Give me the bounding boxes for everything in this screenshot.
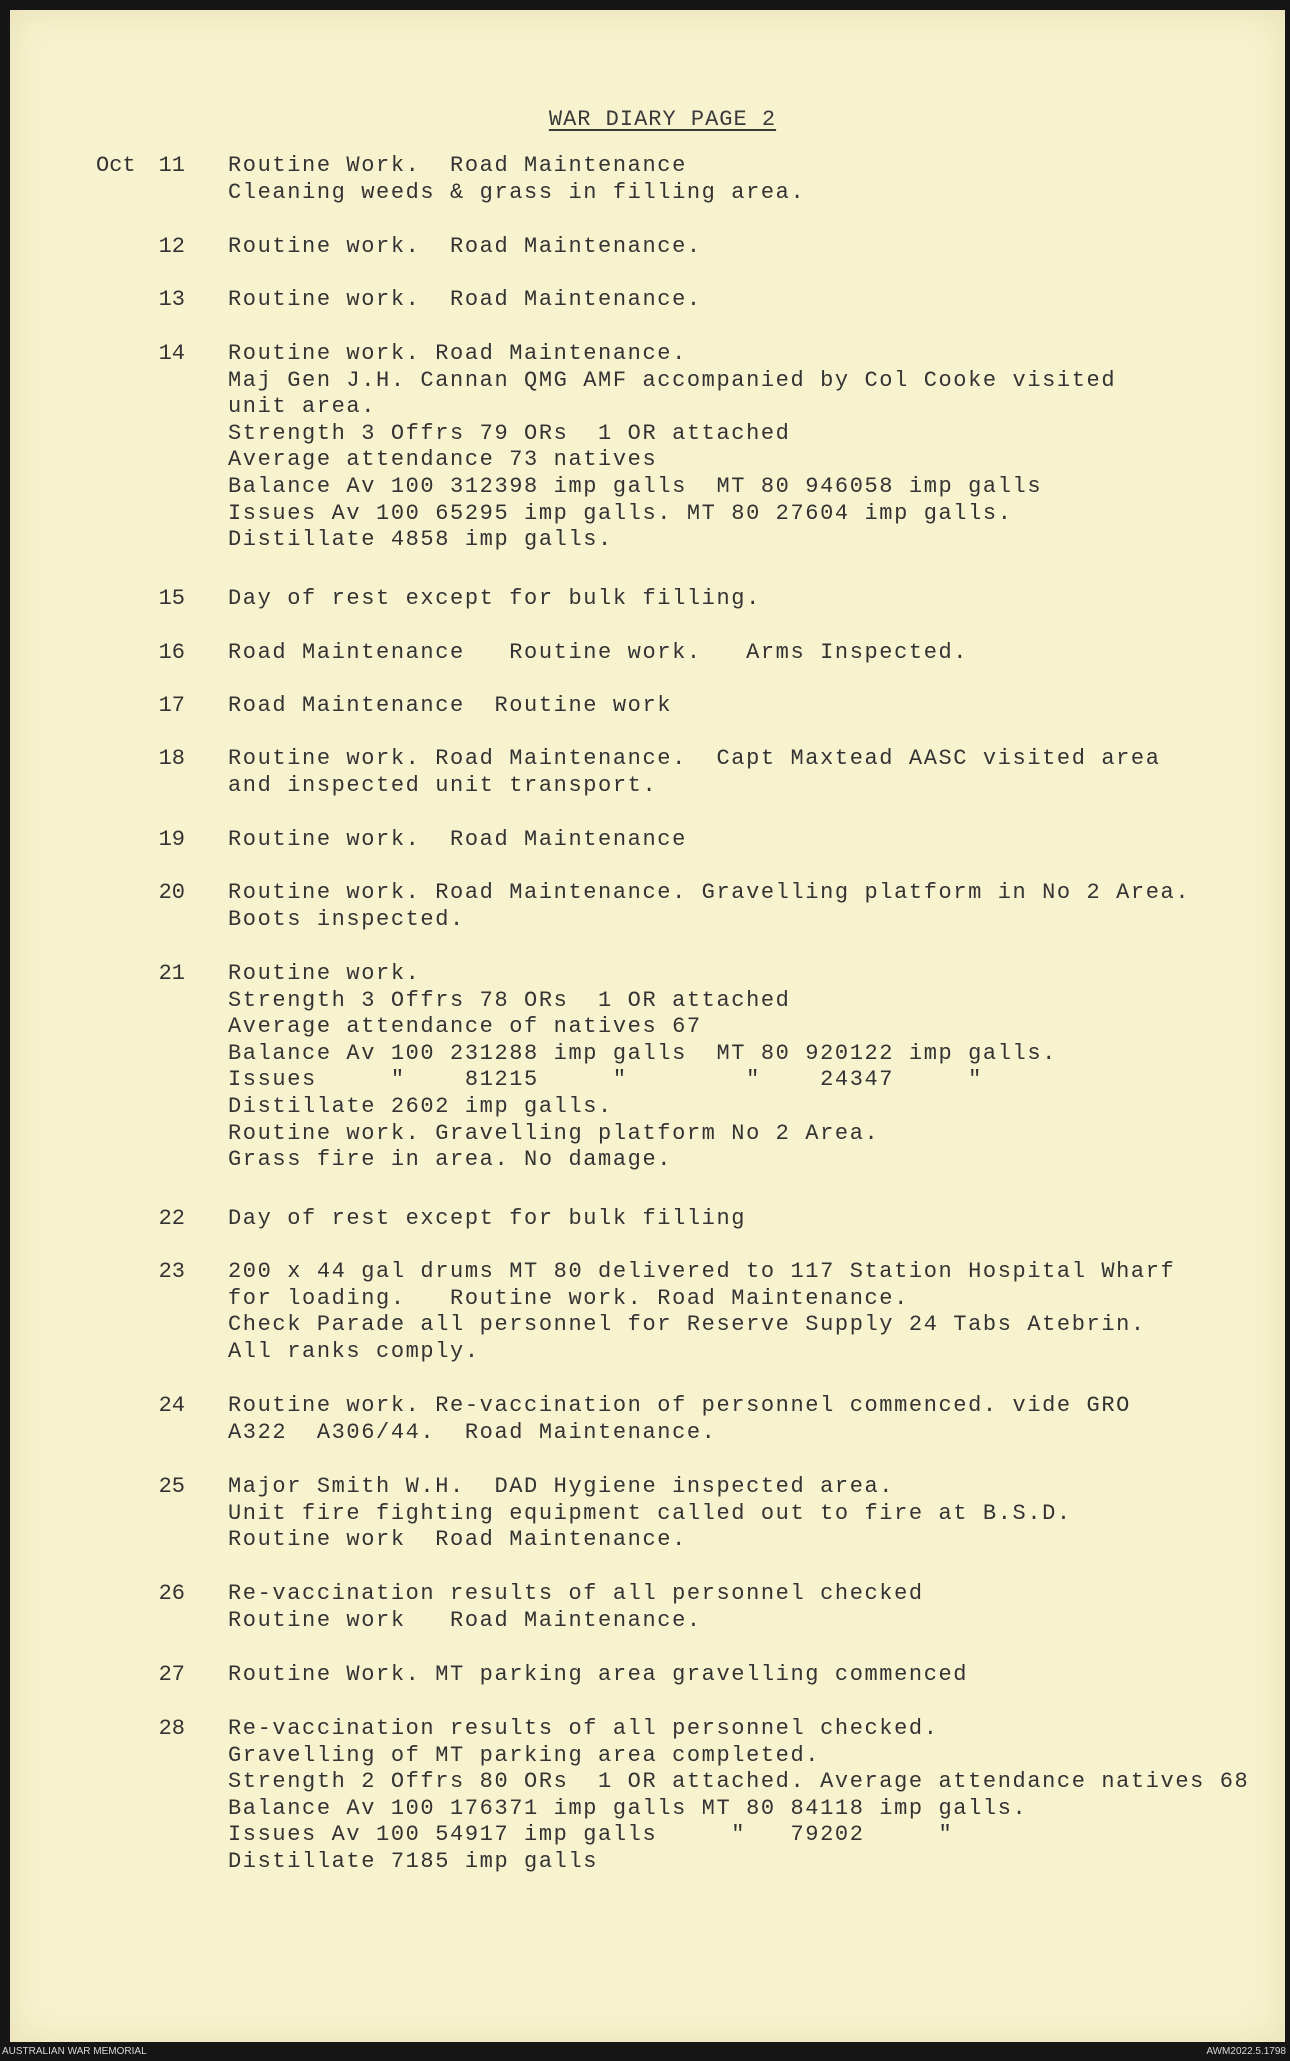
entry-day: 27 <box>158 1662 185 1687</box>
document-page <box>10 10 1285 2042</box>
entry-text <box>228 746 1268 799</box>
entry-text <box>228 287 1268 314</box>
entry-line: Routine Work. MT parking area gravelling commenced <box>228 1662 969 1687</box>
entry-line: for loading. Routine work. Road Maintenance. <box>228 1285 909 1311</box>
entry-day: 24 <box>158 1393 185 1418</box>
entry-day: 21 <box>158 961 185 986</box>
entry-text <box>228 1474 1268 1554</box>
entry-text <box>228 880 1268 933</box>
footer-reference: AWM2022.5.1798 <box>1206 2046 1286 2057</box>
entry-line: Distillate 7185 imp galls <box>228 1848 599 1874</box>
entry-line: unit area. <box>228 394 377 420</box>
entry-line: Balance Av 100 176371 imp galls MT 80 84118 imp galls. <box>228 1795 1028 1821</box>
entry-line: Road Maintenance Routine work. Arms Inspected. <box>228 640 969 665</box>
entry-day: 23 <box>158 1259 185 1284</box>
entry-line: Issues Av 100 54917 imp galls " 79202 " <box>228 1822 954 1848</box>
entry-line: Day of rest except for bulk filling <box>228 1206 747 1231</box>
entry-line: Average attendance 73 natives <box>228 447 658 473</box>
entry-day: 25 <box>158 1474 185 1499</box>
entry-line: and inspected unit transport. <box>228 772 658 798</box>
entry-line: Day of rest except for bulk filling. <box>228 586 761 611</box>
entry-line: Maj Gen J.H. Cannan QMG AMF accompanied by Col Cooke visited <box>228 367 1117 393</box>
entry-text <box>228 1206 1268 1233</box>
entry-day: 19 <box>158 827 185 852</box>
entry-text <box>228 586 1268 613</box>
entry-line: Balance Av 100 231288 imp galls MT 80 920122 imp galls. <box>228 1040 1057 1066</box>
entry-line: Routine work. Road Maintenance. <box>228 341 687 366</box>
entry-line: Distillate 4858 imp galls. <box>228 527 613 553</box>
entry-text <box>228 1581 1268 1634</box>
entry-line: Issues Av 100 65295 imp galls. MT 80 27604 imp galls. <box>228 500 1013 526</box>
footer-credit: AUSTRALIAN WAR MEMORIAL <box>2 2046 147 2057</box>
entry-line: Strength 3 Offrs 78 ORs 1 OR attached <box>228 987 791 1013</box>
entry-line: Cleaning weeds & grass in filling area. <box>228 179 806 205</box>
entry-day: 22 <box>158 1206 185 1231</box>
entry-text <box>228 1259 1268 1365</box>
entry-line: Routine work. <box>228 961 421 986</box>
entry-day: 20 <box>158 880 185 905</box>
page-title: WAR DIARY PAGE 2 <box>548 107 777 132</box>
entry-line: Check Parade all personnel for Reserve Supply 24 Tabs Atebrin. <box>228 1312 1146 1338</box>
entry-text <box>228 961 1268 1174</box>
entry-line: Routine Work. Road Maintenance <box>228 153 687 178</box>
entry-day: 16 <box>158 640 185 665</box>
entry-day: 17 <box>158 693 185 718</box>
entry-line: Routine work Road Maintenance. <box>228 1607 702 1633</box>
entry-text <box>228 153 1268 206</box>
entry-line: Strength 2 Offrs 80 ORs 1 OR attached. Average attendance natives 68 <box>228 1769 1250 1795</box>
entry-line: Boots inspected. <box>228 906 465 932</box>
entry-line: Re-vaccination results of all personnel checked. <box>228 1716 939 1741</box>
entry-line: Routine work. Road Maintenance. Capt Maxtead AASC visited area <box>228 746 1161 771</box>
entry-text <box>228 1716 1268 1876</box>
entry-line: Strength 3 Offrs 79 ORs 1 OR attached <box>228 420 791 446</box>
entry-line: 200 x 44 gal drums MT 80 delivered to 117 Station Hospital Wharf <box>228 1259 1176 1284</box>
entry-line: Distillate 2602 imp galls. <box>228 1093 613 1119</box>
entry-text <box>228 827 1268 854</box>
entry-line: Major Smith W.H. DAD Hygiene inspected area. <box>228 1474 895 1499</box>
entry-line: Gravelling of MT parking area completed. <box>228 1742 821 1768</box>
entry-day: 15 <box>158 586 185 611</box>
entry-line: Unit fire fighting equipment called out to fire at B.S.D. <box>228 1500 1072 1526</box>
entry-line: Routine work. Re-vaccination of personnel commenced. vide GRO <box>228 1393 1131 1418</box>
entry-line: Issues " 81215 " " 24347 " <box>228 1067 983 1093</box>
entry-line: Routine work. Road Maintenance <box>228 827 687 852</box>
entry-line: Routine work. Road Maintenance. <box>228 287 702 312</box>
entry-text <box>228 1393 1268 1446</box>
entry-line: A322 A306/44. Road Maintenance. <box>228 1419 717 1445</box>
entry-day: 26 <box>158 1581 185 1606</box>
entry-line: Routine work. Road Maintenance. Gravelling platform in No 2 Area. <box>228 880 1191 905</box>
entry-text <box>228 341 1268 554</box>
entry-day: 14 <box>158 341 185 366</box>
entry-line: Balance Av 100 312398 imp galls MT 80 946058 imp galls <box>228 473 1043 499</box>
entry-line: Grass fire in area. No damage. <box>228 1147 673 1173</box>
entry-line: Average attendance of natives 67 <box>228 1014 702 1040</box>
entry-day: 13 <box>158 287 185 312</box>
entry-text <box>228 234 1268 261</box>
entry-day: 12 <box>158 234 185 259</box>
entry-line: All ranks comply. <box>228 1338 480 1364</box>
entry-day: 11 <box>158 153 185 178</box>
entry-day: 28 <box>158 1716 185 1741</box>
entry-month: Oct <box>96 153 136 178</box>
entry-line: Re-vaccination results of all personnel checked <box>228 1581 924 1606</box>
entry-text <box>228 640 1268 667</box>
entry-day: 18 <box>158 746 185 771</box>
entry-line: Routine work. Gravelling platform No 2 Area. <box>228 1120 880 1146</box>
entry-text <box>228 693 1268 720</box>
entry-line: Routine work. Road Maintenance. <box>228 234 702 259</box>
entry-text <box>228 1662 1268 1689</box>
entry-line: Routine work Road Maintenance. <box>228 1527 687 1553</box>
entry-line: Road Maintenance Routine work <box>228 693 673 718</box>
